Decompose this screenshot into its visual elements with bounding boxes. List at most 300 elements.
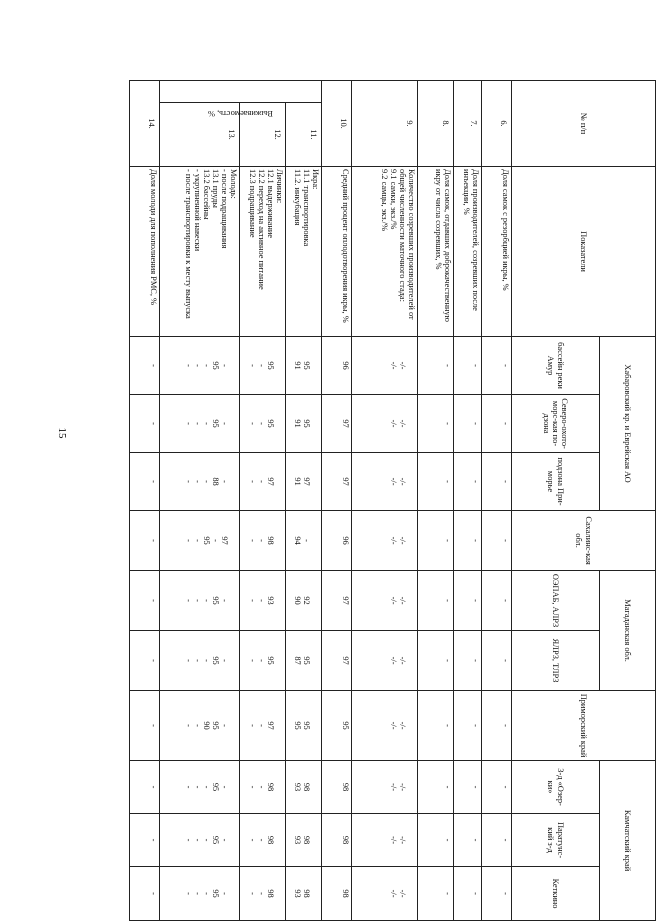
cell-value: 95	[210, 721, 220, 730]
cell-value: -	[501, 539, 510, 542]
value-cell	[482, 571, 512, 631]
cell-value: -	[471, 599, 480, 602]
table-row	[240, 81, 286, 921]
cell-value: 91	[292, 477, 302, 486]
cell-value: -	[256, 422, 266, 425]
cell-value	[311, 339, 320, 392]
cell-value: -	[256, 364, 266, 367]
cell-value: -	[443, 539, 452, 542]
cell-value: -	[183, 659, 193, 662]
value-cell	[352, 337, 418, 395]
value-cell	[418, 761, 454, 814]
cell-value: -/-	[388, 889, 398, 898]
value-cell	[322, 691, 352, 761]
cell-value: -	[501, 599, 510, 602]
cell-value: -	[443, 659, 452, 662]
cell-value	[407, 513, 416, 568]
cell-value: -	[471, 724, 480, 727]
value-cell	[352, 511, 418, 571]
cell-value: -/-	[397, 361, 407, 370]
value-cell	[322, 814, 352, 867]
value-cell	[322, 511, 352, 571]
cell-value: -	[192, 599, 202, 602]
row-number: 12.	[240, 103, 286, 167]
value-cell	[352, 395, 418, 453]
value-cell	[240, 453, 286, 511]
table-row	[322, 81, 352, 921]
cell-value: -	[247, 364, 257, 367]
value-cell	[482, 691, 512, 761]
cell-value: -	[192, 364, 202, 367]
cell-value	[407, 816, 416, 864]
cell-value: -	[192, 539, 202, 542]
value-cell	[160, 691, 240, 761]
value-cell	[418, 867, 454, 921]
value-cell	[482, 395, 512, 453]
value-cell	[160, 511, 240, 571]
cell-value: -	[256, 785, 266, 789]
value-cell	[418, 395, 454, 453]
cell-value: 95	[301, 361, 311, 370]
cell-value: -	[501, 422, 510, 425]
indicator-line: 11.1 транспортировка	[301, 169, 311, 247]
value-cell	[454, 691, 482, 761]
value-cell	[482, 631, 512, 691]
cell-value: 95	[210, 835, 220, 845]
value-cell	[160, 761, 240, 814]
cell-value: 96	[341, 536, 350, 545]
cell-value: 91	[292, 361, 302, 370]
cell-value: -/-	[388, 419, 398, 428]
cell-value: 95	[210, 361, 220, 370]
cell-value: -	[256, 480, 266, 483]
value-cell	[130, 631, 160, 691]
cell-value: -/-	[397, 656, 407, 665]
header-sub-ketkino: Кеткино	[512, 867, 600, 921]
value-cell	[240, 337, 286, 395]
cell-value: -	[443, 364, 452, 367]
indicator-line: 9.2 самцы, экз./%	[379, 169, 389, 231]
cell-value: -	[501, 364, 510, 367]
cell-value: 98	[341, 889, 350, 898]
table-row	[286, 81, 322, 921]
value-cell	[322, 631, 352, 691]
cell-value: -	[443, 838, 452, 842]
value-cell	[418, 453, 454, 511]
cell-value: -	[256, 724, 266, 727]
value-cell	[160, 395, 240, 453]
value-cell	[352, 571, 418, 631]
indicator-line: 12.2 переход на активное питание	[256, 169, 266, 290]
value-cell	[286, 453, 322, 511]
cell-value: -/-	[388, 656, 398, 665]
cell-value: -	[201, 785, 211, 789]
value-cell	[160, 814, 240, 867]
cell-value: 98	[265, 889, 275, 898]
row-number: 9.	[352, 81, 418, 167]
cell-value: -/-	[397, 419, 407, 428]
cell-value: 90	[201, 721, 211, 730]
value-cell	[322, 337, 352, 395]
value-cell	[286, 511, 322, 571]
cell-value: 93	[292, 835, 302, 845]
value-cell	[482, 814, 512, 867]
cell-value	[311, 869, 320, 918]
cell-value	[275, 397, 284, 450]
cell-value	[275, 763, 284, 811]
page-number: 15	[56, 427, 68, 439]
row-number: 8.	[418, 81, 454, 167]
cell-value: 98	[301, 835, 311, 845]
value-cell	[130, 395, 160, 453]
value-cell	[454, 395, 482, 453]
cell-value: -	[247, 892, 257, 895]
value-cell	[240, 867, 286, 921]
indicator-line: - после подращивания	[219, 169, 229, 249]
cell-value: -/-	[388, 477, 398, 486]
value-cell	[418, 814, 454, 867]
value-cell	[286, 814, 322, 867]
cell-value: -/-	[388, 783, 398, 791]
cell-value: -	[219, 422, 229, 425]
cell-value: 98	[301, 782, 311, 792]
table-row	[418, 81, 454, 921]
value-cell	[482, 511, 512, 571]
cell-value	[275, 339, 284, 392]
indicator-line: 11.2. инкубация	[292, 169, 302, 226]
value-cell	[286, 761, 322, 814]
cell-value	[311, 693, 320, 758]
row-indicator	[286, 167, 322, 337]
cell-value: -/-	[388, 596, 398, 605]
cell-value: -	[192, 785, 202, 789]
cell-value: -	[201, 892, 211, 895]
value-cell	[286, 571, 322, 631]
cell-value: 97	[301, 477, 311, 486]
row-number: 7.	[454, 81, 482, 167]
cell-value: -	[183, 480, 193, 483]
cell-value: -	[149, 838, 158, 842]
cell-value: -	[183, 539, 193, 542]
cell-value: -/-	[397, 836, 407, 844]
cell-value	[407, 397, 416, 450]
cell-value: -/-	[397, 596, 407, 605]
cell-value	[311, 573, 320, 628]
cell-value	[229, 573, 238, 628]
row-indicator	[352, 167, 418, 337]
cell-value: -	[443, 785, 452, 789]
cell-value	[407, 455, 416, 508]
cell-value: -	[201, 480, 211, 483]
header-region-khabarovsk: Хабаровский кр. и Еврейская АО	[600, 337, 656, 511]
cell-value: 98	[341, 782, 350, 792]
cell-value: -	[183, 422, 193, 425]
value-cell	[482, 867, 512, 921]
cell-value: -	[247, 724, 257, 727]
cell-value	[311, 633, 320, 688]
table-row	[482, 81, 512, 921]
value-cell	[286, 867, 322, 921]
cell-value: -	[471, 539, 480, 542]
table-row	[130, 81, 160, 921]
cell-value: -	[501, 724, 510, 727]
cell-value: -	[501, 480, 510, 483]
indicator-line: 12.1 выдерживание	[265, 169, 275, 239]
cell-value	[407, 763, 416, 811]
indicator-line: 9.1 самки, экз./%	[388, 169, 398, 230]
cell-value: -	[219, 724, 229, 727]
cell-value: 97	[265, 721, 275, 730]
header-sub-ozerki: З-д «Озер-ки»	[512, 761, 600, 814]
row-number: 6.	[482, 81, 512, 167]
value-cell	[240, 691, 286, 761]
cell-value: -	[210, 539, 220, 542]
cell-value: -	[192, 724, 202, 727]
value-cell	[160, 571, 240, 631]
cell-value: -	[256, 599, 266, 602]
row-indicator	[322, 167, 352, 337]
row-number: 11.	[286, 103, 322, 167]
cell-value: -	[149, 892, 158, 895]
cell-value: 87	[292, 656, 302, 665]
cell-value	[229, 339, 238, 392]
cell-value: -	[501, 892, 510, 895]
cell-value: -/-	[388, 361, 398, 370]
cell-value: -	[247, 539, 257, 542]
survival-group-label	[160, 81, 322, 118]
value-cell	[160, 631, 240, 691]
value-cell	[130, 761, 160, 814]
cell-value: -	[183, 892, 193, 895]
cell-value: -	[219, 364, 229, 367]
table-row	[352, 81, 418, 921]
value-cell	[240, 571, 286, 631]
cell-value: -/-	[397, 477, 407, 486]
cell-value: 90	[292, 596, 302, 605]
cell-value: -	[443, 599, 452, 602]
cell-value: 95	[301, 721, 311, 730]
cell-value	[229, 693, 238, 758]
cell-value: -	[247, 785, 257, 789]
cell-value	[407, 633, 416, 688]
cell-value: -	[501, 785, 510, 789]
cell-value: -	[471, 892, 480, 895]
value-cell	[286, 631, 322, 691]
cell-value	[229, 397, 238, 450]
value-cell	[322, 571, 352, 631]
cell-value: -	[471, 364, 480, 367]
cell-value	[407, 693, 416, 758]
value-cell	[160, 337, 240, 395]
cell-value: -	[183, 838, 193, 842]
value-cell	[322, 761, 352, 814]
cell-value: -	[247, 480, 257, 483]
value-cell	[286, 395, 322, 453]
cell-value	[407, 869, 416, 918]
value-cell	[240, 761, 286, 814]
cell-value: 93	[292, 782, 302, 792]
cell-value: -	[219, 838, 229, 842]
cell-value	[275, 633, 284, 688]
row-number: 13.	[160, 103, 240, 167]
row-number: 10.	[322, 81, 352, 167]
survival-label-text: Выживаемость, %	[208, 108, 273, 118]
value-cell	[240, 511, 286, 571]
header-region-primorye: Приморский край	[512, 691, 656, 761]
cell-value: -	[471, 785, 480, 789]
cell-value: -	[201, 838, 211, 842]
value-cell	[352, 453, 418, 511]
cell-value: 95	[210, 782, 220, 792]
value-cell	[418, 511, 454, 571]
cell-value: -	[201, 599, 211, 602]
cell-value: -	[443, 480, 452, 483]
cell-value: -/-	[388, 836, 398, 844]
value-cell	[322, 395, 352, 453]
cell-value	[311, 455, 320, 508]
value-cell	[130, 571, 160, 631]
cell-value	[275, 869, 284, 918]
indicator-line: Доля самок, отдавших доброкачественную икру от числа созревших, %	[433, 169, 452, 322]
indicator-line: 12.3 подращивание	[247, 169, 257, 238]
cell-value: 95	[201, 536, 211, 545]
cell-value: -	[256, 539, 266, 542]
value-cell	[418, 337, 454, 395]
row-indicator	[454, 167, 482, 337]
indicator-line: Доля молоди для пополнения РМС, %	[149, 169, 158, 306]
value-cell	[454, 571, 482, 631]
cell-value: -	[149, 599, 158, 602]
indicator-line: Количество созревших производителей от общей численности маточного стада:	[397, 169, 416, 320]
cell-value: -	[192, 422, 202, 425]
value-cell	[482, 337, 512, 395]
cell-value: -	[471, 480, 480, 483]
table-row	[160, 81, 240, 921]
cell-value: 95	[265, 419, 275, 428]
value-cell	[454, 867, 482, 921]
indicator-line: 13.2 бассейны	[201, 169, 211, 220]
row-indicator	[160, 167, 240, 337]
indicator-line: Средний процент оплодотворения икры, %	[341, 169, 350, 323]
value-cell	[454, 814, 482, 867]
indicator-line: Молодь:	[229, 169, 238, 199]
value-cell	[240, 395, 286, 453]
value-cell	[130, 453, 160, 511]
cell-value: -	[501, 659, 510, 662]
value-cell	[286, 337, 322, 395]
cell-value: -	[247, 422, 257, 425]
indicator-line: - после транспортировки к месту выпуска	[183, 169, 193, 319]
header-indicator: Показатели	[512, 167, 656, 337]
header-region-magadan: Магаданская обл.	[600, 571, 656, 691]
cell-value: -	[219, 480, 229, 483]
value-cell	[352, 761, 418, 814]
cell-value: 96	[341, 361, 350, 370]
value-cell	[130, 867, 160, 921]
cell-value: 95	[292, 721, 302, 730]
header-sub-paratunka: Паратунс-кий з-д	[512, 814, 600, 867]
header-sub-oepab: ОЭПАБ, АЛРЗ	[512, 571, 600, 631]
value-cell	[286, 691, 322, 761]
cell-value: 95	[210, 656, 220, 665]
cell-value: 97	[341, 419, 350, 428]
value-cell	[352, 691, 418, 761]
cell-value: 97	[341, 656, 350, 665]
cell-value	[275, 816, 284, 864]
cell-value: -	[443, 892, 452, 895]
value-cell	[454, 631, 482, 691]
row-indicator	[240, 167, 286, 337]
cell-value	[311, 816, 320, 864]
cell-value: -	[149, 480, 158, 483]
cell-value: 92	[301, 596, 311, 605]
indicator-line: Личинки:	[275, 169, 284, 204]
cell-value: 98	[265, 536, 275, 545]
header-region-sakhalin: Сахалинс-кая обл.	[512, 511, 656, 571]
value-cell	[482, 761, 512, 814]
cell-value: 88	[210, 477, 220, 486]
value-cell	[352, 814, 418, 867]
cell-value: -	[471, 422, 480, 425]
cell-value: -	[201, 659, 211, 662]
cell-value	[229, 869, 238, 918]
cell-value: -	[201, 364, 211, 367]
value-cell	[130, 691, 160, 761]
cell-value: 98	[341, 835, 350, 845]
cell-value: -	[256, 892, 266, 895]
cell-value: 95	[265, 656, 275, 665]
cell-value	[275, 693, 284, 758]
cell-value: -	[149, 724, 158, 727]
cell-value	[229, 513, 238, 568]
indicator-line: Икра:	[311, 169, 320, 190]
value-cell	[454, 337, 482, 395]
cell-value: -	[247, 659, 257, 662]
cell-value: -	[201, 422, 211, 425]
indicator-line: Доля производителей, созревших после инъекции, %	[461, 169, 480, 311]
cell-value: 98	[301, 889, 311, 898]
cell-value: -	[192, 480, 202, 483]
indicator-line: - укрупненной навески	[192, 169, 202, 252]
cell-value: -	[149, 539, 158, 542]
cell-value: 98	[265, 782, 275, 792]
header-region-kamchatka: Камчатский край	[600, 761, 656, 921]
cell-value: 93	[265, 596, 275, 605]
row-indicator	[418, 167, 454, 337]
cell-value: -	[301, 539, 311, 542]
cell-value: 97	[219, 536, 229, 545]
value-cell	[322, 453, 352, 511]
cell-value: -	[149, 364, 158, 367]
cell-value: 98	[265, 835, 275, 845]
cell-value: -	[183, 364, 193, 367]
cell-value	[311, 513, 320, 568]
cell-value: -	[183, 599, 193, 602]
header-sub-amur: бассейн реки Амур	[512, 337, 600, 395]
value-cell	[160, 453, 240, 511]
cell-value: 97	[265, 477, 275, 486]
cell-value: -	[149, 785, 158, 789]
cell-value: -/-	[397, 536, 407, 545]
hatchery-indicators-table	[129, 80, 656, 921]
header-sub-yalrz: ЯЛРЗ, ТЛРЗ	[512, 631, 600, 691]
cell-value: -	[192, 838, 202, 842]
cell-value: -	[149, 659, 158, 662]
value-cell	[130, 337, 160, 395]
cell-value: -	[219, 785, 229, 789]
indicator-line: 13.1 пруды	[210, 169, 220, 208]
cell-value: -	[192, 659, 202, 662]
